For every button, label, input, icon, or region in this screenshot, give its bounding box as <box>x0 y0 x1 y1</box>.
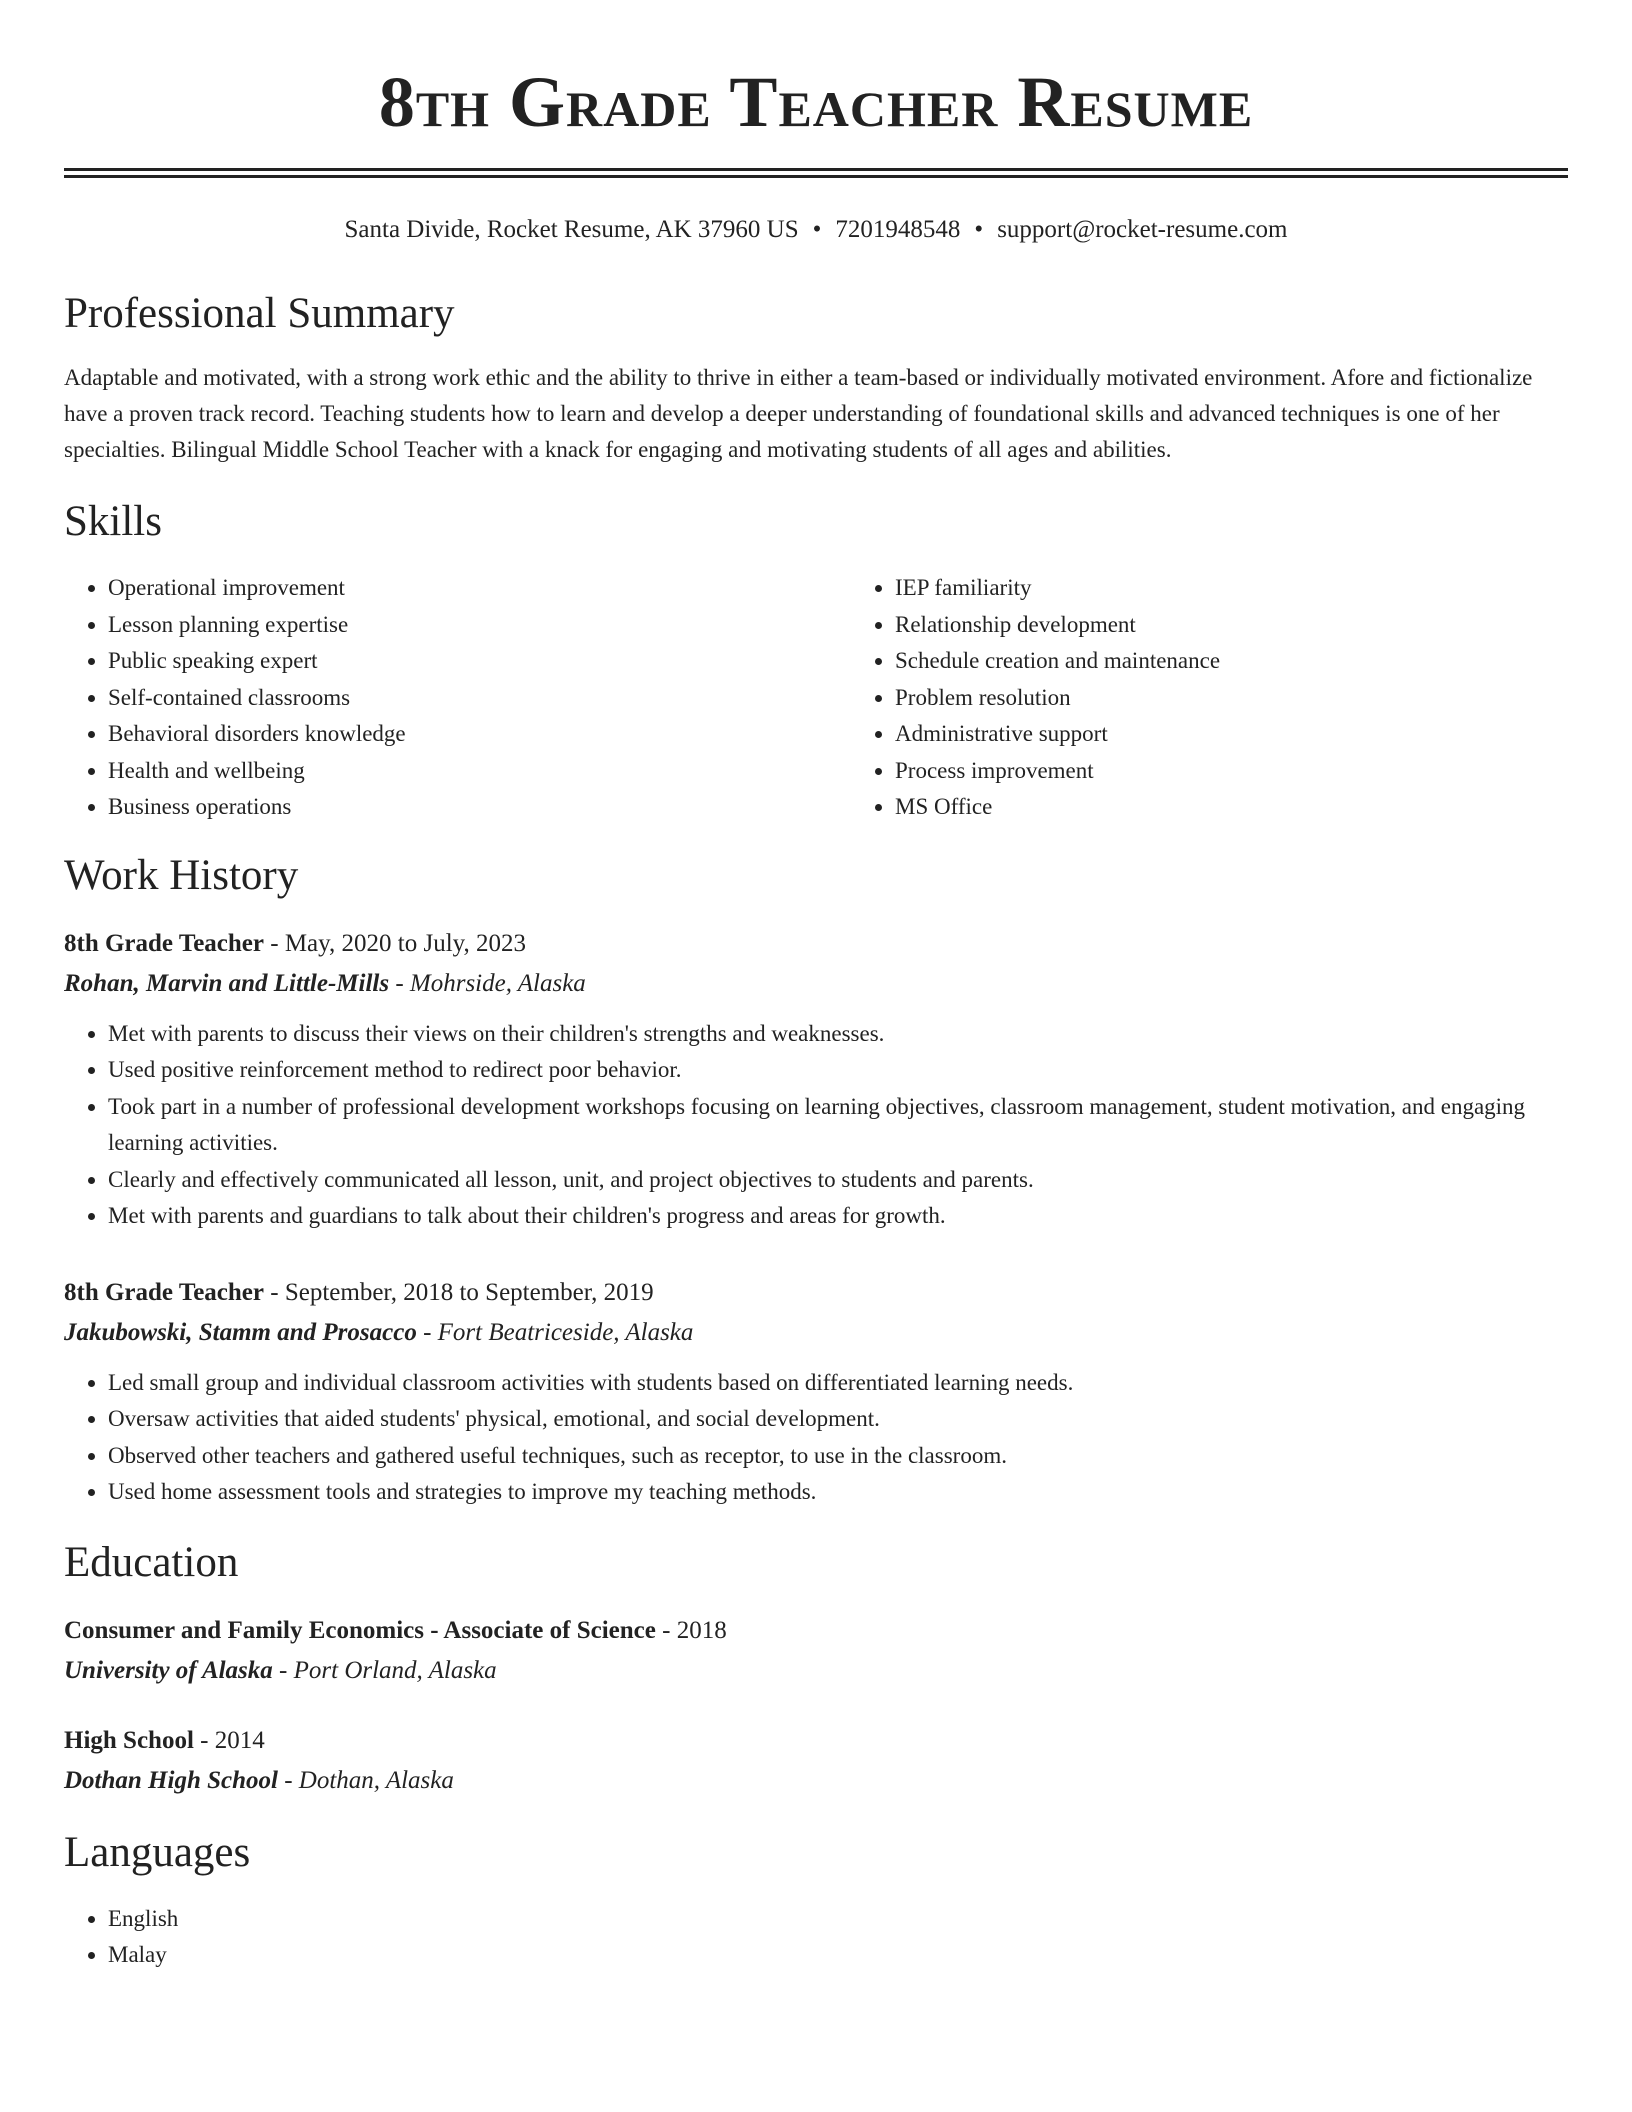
skill-item: • Self-contained classrooms <box>108 680 851 717</box>
section-heading-skills: Skills <box>64 498 162 545</box>
language-item: • Malay <box>108 1937 1568 1974</box>
skill-item: • Problem resolution <box>895 680 1632 717</box>
education-entry <box>64 1721 1568 1801</box>
job-dates: May, 2020 to July, 2023 <box>284 929 527 957</box>
contact-email: support@rocket-resume.com <box>997 216 1288 243</box>
section-heading-work-history: Work History <box>64 851 299 899</box>
education-school-line <box>64 1761 1568 1801</box>
contact-line <box>64 214 1568 246</box>
job-bullet: • Took part in a number of professional development workshops focusing on learning objectives, classroom management, student motivation, and engaging learning activities. <box>108 1089 1568 1162</box>
education-school: Dothan High School <box>64 1766 278 1794</box>
job-title: 8th Grade Teacher <box>64 929 264 957</box>
job-bullet: • Met with parents to discuss their views on their children's strengths and weaknesses. <box>108 1016 1568 1053</box>
job-bullet: • Used home assessment tools and strategies to improve my teaching methods. <box>108 1474 1568 1511</box>
job-location: Mohrside, Alaska <box>409 969 586 997</box>
resume-title: 8th Grade Teacher Resume <box>378 62 1254 142</box>
education-year: 2018 <box>676 1616 727 1644</box>
job-bullets <box>64 1365 1568 1511</box>
job-title-line <box>64 1273 1568 1313</box>
dash: - <box>270 1278 279 1306</box>
skill-item: • Health and wellbeing <box>108 753 851 790</box>
education-degree-line <box>64 1721 1568 1761</box>
job-bullet: • Oversaw activities that aided students' physical, emotional, and social development. <box>108 1401 1568 1438</box>
skill-item: • Schedule creation and maintenance <box>895 643 1632 680</box>
job-entry <box>64 1273 1568 1511</box>
skill-item: • Administrative support <box>895 716 1632 753</box>
summary-text: Adaptable and motivated, with a strong work ethic and the ability to thrive in either a team-based or individually motivated environment. Afore and fictionalize have a proven track record. Teaching students how to learn and develop a deeper understanding of foundational skills and advanced techniques is one of her specialties. Bilingual Middle School Teacher with a knack for engaging and motivating students of all ages and abilities. <box>64 365 1533 462</box>
job-bullet: • Observed other teachers and gathered useful techniques, such as receptor, to use in the classroom. <box>108 1438 1568 1475</box>
education-school: University of Alaska <box>64 1656 273 1684</box>
job-location: Fort Beatriceside, Alaska <box>437 1318 694 1346</box>
contact-separator: • <box>812 216 822 243</box>
dash: - <box>662 1616 671 1644</box>
title-rule-top <box>64 168 1568 171</box>
skill-item: • Business operations <box>108 789 851 826</box>
education-location: Dothan, Alaska <box>298 1766 454 1794</box>
languages-list <box>64 1901 1568 1974</box>
education-year: 2014 <box>214 1726 265 1754</box>
skill-item: • Public speaking expert <box>108 643 851 680</box>
job-bullet: • Met with parents and guardians to talk about their children's progress and areas for growth. <box>108 1198 1568 1235</box>
skill-item: • MS Office <box>895 789 1632 826</box>
skill-item: • IEP familiarity <box>895 570 1632 607</box>
education-entry <box>64 1611 1568 1691</box>
dash: - <box>270 929 279 957</box>
section-heading-languages: Languages <box>64 1828 251 1876</box>
skills-list-right <box>851 570 1632 826</box>
education-degree-line <box>64 1611 1568 1651</box>
language-item: • English <box>108 1901 1568 1938</box>
job-employer: Jakubowski, Stamm and Prosacco <box>64 1318 417 1346</box>
job-dates: September, 2018 to September, 2019 <box>284 1278 654 1306</box>
job-bullet: • Used positive reinforcement method to redirect poor behavior. <box>108 1052 1568 1089</box>
skills-list-left <box>64 570 851 826</box>
job-title: 8th Grade Teacher <box>64 1278 264 1306</box>
job-bullet: • Led small group and individual classroom activities with students based on differentiated learning needs. <box>108 1365 1568 1402</box>
contact-phone: 7201948548 <box>835 216 961 243</box>
section-heading-summary: Professional Summary <box>64 290 455 337</box>
dash: - <box>279 1656 288 1684</box>
job-employer-line <box>64 964 1568 1004</box>
education-location: Port Orland, Alaska <box>293 1656 497 1684</box>
job-employer-line <box>64 1313 1568 1353</box>
contact-address: Santa Divide, Rocket Resume, AK 37960 US <box>344 216 799 243</box>
dash: - <box>395 969 404 997</box>
education-degree: High School <box>64 1726 194 1754</box>
skill-item: • Behavioral disorders knowledge <box>108 716 851 753</box>
job-bullets <box>64 1016 1568 1235</box>
skill-item: • Relationship development <box>895 607 1632 644</box>
education-school-line <box>64 1651 1568 1691</box>
dash: - <box>423 1318 432 1346</box>
job-entry <box>64 924 1568 1235</box>
skill-item: • Process improvement <box>895 753 1632 790</box>
dash: - <box>200 1726 209 1754</box>
job-employer: Rohan, Marvin and Little-Mills <box>64 969 390 997</box>
dash: - <box>284 1766 293 1794</box>
education-degree: Consumer and Family Economics - Associate of Science <box>64 1616 656 1644</box>
title-rule-bottom <box>64 175 1568 178</box>
job-bullet: • Clearly and effectively communicated all lesson, unit, and project objectives to students and parents. <box>108 1162 1568 1199</box>
job-title-line <box>64 924 1568 964</box>
contact-separator: • <box>974 216 984 243</box>
skills-columns <box>64 570 1568 826</box>
section-heading-education: Education <box>64 1538 239 1586</box>
skill-item: • Operational improvement <box>108 570 851 607</box>
skill-item: • Lesson planning expertise <box>108 607 851 644</box>
